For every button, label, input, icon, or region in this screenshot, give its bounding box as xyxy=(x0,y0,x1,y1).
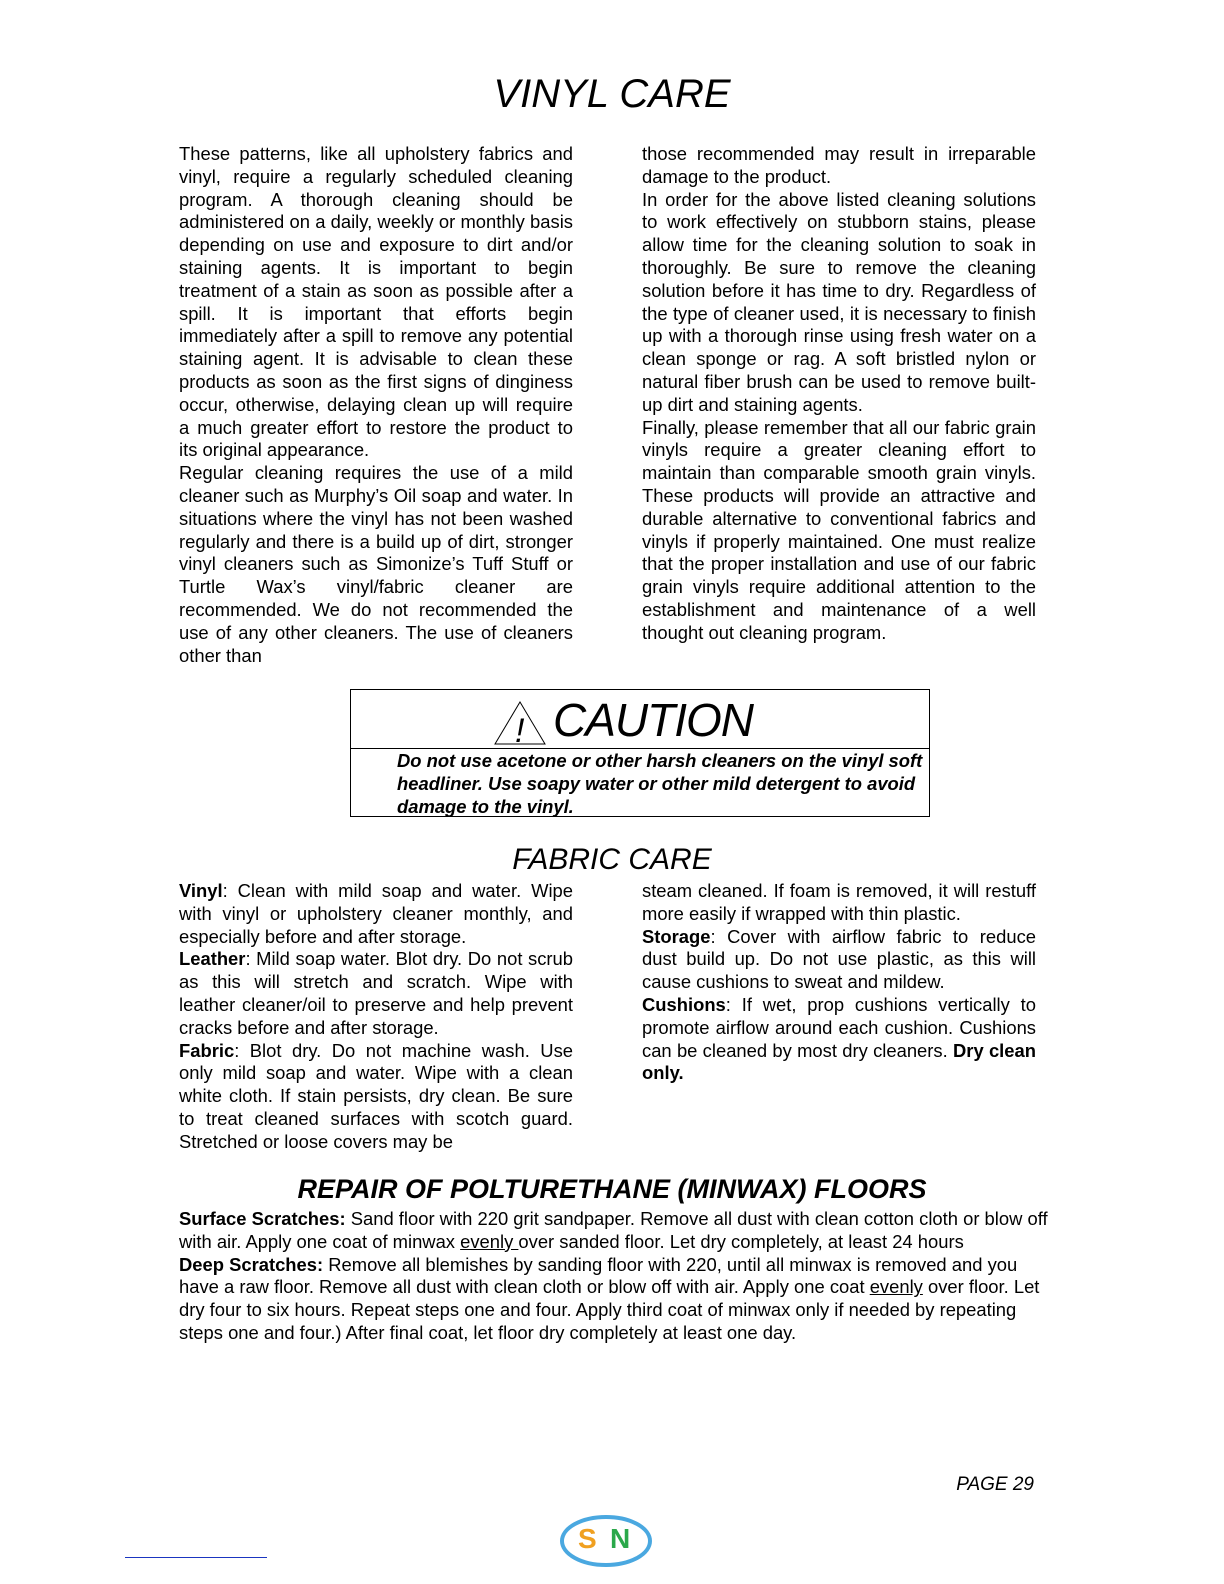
repair-section xyxy=(179,1208,1049,1345)
fabric-vinyl-item xyxy=(179,880,573,948)
leather-label: Leather xyxy=(179,948,246,970)
surface-scratches-label: Surface Scratches: xyxy=(179,1208,346,1229)
warning-triangle-icon xyxy=(493,700,547,746)
vinyl-paragraph-5: Finally, please remember that all our fabric grain vinyls require a greater cleaning effort to maintain than comparable smooth grain vinyls. These products will provide an attractive and durable alternative to conventional fabrics and vinyls if properly maintained. One must realize that the proper installation and use of our fabric grain vinyls require additional attention to the establishment and maintenance of a well thought out cleaning program. xyxy=(642,416,1036,643)
caution-text: Do not use acetone or other harsh cleaners on the vinyl soft headliner. Use soapy water or other mild detergent to avoid damage to the vinyl. xyxy=(397,750,923,817)
caution-header xyxy=(351,690,929,749)
vinyl-care-left-column xyxy=(179,143,573,667)
fabric-fabric-item xyxy=(179,1040,573,1154)
sn-logo-icon xyxy=(559,1513,653,1567)
vinyl-paragraph-2: Regular cleaning requires the use of a mild cleaner such as Murphy’s Oil soap and water. In situations where the vinyl has not been washed regularly and there is a build up of dirt, stronger vinyl cleaners such as Simonize’s Tuff Stuff or Turtle Wax’s vinyl/fabric cleaner are recommended. We do not recommended the use of any other cleaners. The use of cleaners other than xyxy=(179,462,573,666)
vinyl-paragraph-1: These patterns, like all upholstery fabrics and vinyl, require a regularly scheduled cleaning program. A thorough cleaning should be administered on a daily, weekly or monthly basis depending on use and exposure to dirt and/or staining agents. It is important to begin treatment of a stain as soon as possible after a spill. It is important that efforts begin immediately after a spill to remove any potential staining agent. It is advisable to clean these products as soon as the first signs of dinginess occur, otherwise, delaying clean up will require a much greater effort to restore the product to its original appearance. xyxy=(179,143,573,461)
leather-text: : Mild soap water. Blot dry. Do not scrub as this will stretch and scratch. Wipe with leather cleaner/oil to preserve and help prevent cracks before and after storage. xyxy=(179,948,573,1038)
logo-letter-n: N xyxy=(610,1523,631,1554)
fabric-text: : Blot dry. Do not machine wash. Use only mild soap and water. Wipe with a clean white cloth. If stain persists, dry clean. Be sure to treat cleaned surfaces with scotch guard. Stretched or loose covers may be xyxy=(179,1039,573,1152)
logo-letter-s: S xyxy=(578,1523,597,1554)
surface-text-2: over sanded floor. Let dry completely, at least 24 hours xyxy=(518,1230,964,1252)
fabric-label: Fabric xyxy=(179,1039,235,1061)
storage-label: Storage xyxy=(642,925,711,947)
logo-ring xyxy=(562,1517,650,1565)
surface-scratches-item xyxy=(179,1208,1049,1254)
vinyl-paragraph-3: those recommended may result in irreparable damage to the product. xyxy=(642,143,1036,187)
surface-text-1: Sand floor with 220 grit sandpaper. Remove all dust with clean cotton cloth or blow off with air. Apply one coat of minwax xyxy=(179,1208,1048,1252)
caution-word: CAUTION xyxy=(553,694,753,746)
deep-scratches-item xyxy=(179,1254,1049,1345)
fabric-care-title: FABRIC CARE xyxy=(512,843,712,876)
vinyl-label: Vinyl xyxy=(179,880,223,901)
repair-floors-title: REPAIR OF POLTURETHANE (MINWAX) FLOORS xyxy=(297,1174,927,1204)
fabric-care-right-column xyxy=(642,880,1036,1085)
deep-text-2: over floor. Let dry four to six hours. Repeat steps one and four. Apply third coat of minwax only if needed by repeating steps one and four.) After final coat, let floor dry completely at least one day. xyxy=(179,1276,1040,1343)
vinyl-paragraph-4: In order for the above listed cleaning solutions to work effectively on stubborn stains, please allow time for the cleaning solution to soak in thoroughly. Be sure to remove the cleaning solution before it has time to dry. Regardless of the type of cleaner used, it is necessary to finish up with a thorough rinse using fresh water on a clean sponge or rag. A soft bristled nylon or natural fiber brush can be used to remove built-up dirt and staining agents. xyxy=(642,188,1036,415)
vinyl-care-title: VINYL CARE xyxy=(493,72,731,116)
fabric-cushions-item xyxy=(642,994,1036,1085)
vinyl-text: : Clean with mild soap and water. Wipe with vinyl or upholstery cleaner monthly, and especially before and after storage. xyxy=(179,880,573,947)
page-number: PAGE 29 xyxy=(956,1474,1034,1495)
cushions-label: Cushions xyxy=(642,993,726,1015)
fabric-storage-item xyxy=(642,926,1036,994)
footer-rule xyxy=(125,1557,267,1558)
deep-evenly: evenly xyxy=(869,1276,923,1298)
deep-text-1: Remove all blemishes by sanding floor with 220, until all minwax is removed and you have a raw floor. Remove all dust with clean cloth or blow off with air. Apply one coat xyxy=(179,1253,1018,1298)
cushions-dry-clean: Dry clean only. xyxy=(642,1039,1036,1084)
cushions-text: : If wet, prop cushions vertically to promote airflow around each cushion. Cushions can be cleaned by most dry cleaners. xyxy=(642,993,1036,1061)
surface-evenly: evenly xyxy=(460,1230,519,1252)
storage-text: : Cover with airflow fabric to reduce dust build up. Do not use plastic, as this will cause cushions to sweat and mildew. xyxy=(642,925,1036,993)
deep-scratches-label: Deep Scratches: xyxy=(179,1253,324,1275)
fabric-care-left-column xyxy=(179,880,573,1154)
fabric-leather-item xyxy=(179,948,573,1039)
caution-box xyxy=(350,689,930,817)
fabric-continued: steam cleaned. If foam is removed, it will restuff more easily if wrapped with thin plastic. xyxy=(642,880,1036,924)
vinyl-care-right-column xyxy=(642,143,1036,645)
warning-symbol: ! xyxy=(515,712,525,746)
